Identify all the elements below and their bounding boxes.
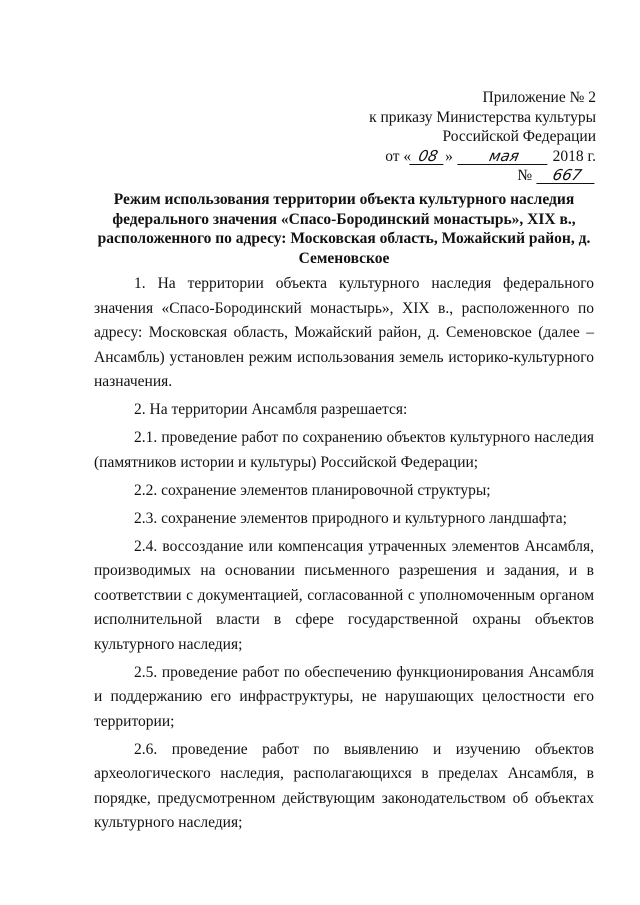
- paragraph-2-1: 2.1. проведение работ по сохранению объектов культурного наследия (памятников истории и культуры) Российской Федерации;: [94, 429, 594, 471]
- paragraph-1: 1. На территории объекта культурного наследия федерального значения «Спасо-Бородинский монастырь», XIX в., расположенного по адресу: Московская область, Можайский район, д. Семеновское (далее – Ансамбль) установлен режим использования земель историко-культурного назначения.: [94, 275, 594, 390]
- appendix-header: [336, 88, 596, 186]
- number-prefix: №: [517, 167, 533, 184]
- paragraph-2-2: 2.2. сохранение элементов планировочной структуры;: [134, 481, 491, 499]
- paragraph-2-4: 2.4. воссоздание или компенсация утраченных элементов Ансамбля, производимых на основании письменного разрешения и задания, и в соответствии с документацией, согласованной с уполномоченным органом исполнительной власти в сфере государственной охраны объектов культурного наследия;: [94, 537, 594, 653]
- date-mid: »: [445, 147, 453, 165]
- handwritten-month: мая: [457, 149, 550, 165]
- handwritten-day: 08: [409, 149, 446, 165]
- paragraph-2-3: 2.3. сохранение элементов природного и культурного ландшафта;: [134, 509, 567, 527]
- order-number: [336, 166, 596, 186]
- handwritten-number: 667: [536, 168, 597, 184]
- document-title: Режим использования территории объекта культурного наследия федерального значения «Спасо-Бородинский монастырь», XIX в., расположенного по адресу: Московская область, Можайский район, д. Семеновское: [97, 191, 591, 267]
- paragraph-2: 2. На территории Ансамбля разрешается:: [134, 401, 408, 418]
- document-body: [94, 272, 594, 839]
- paragraph-2-5: 2.5. проведение работ по обеспечению функционирования Ансамбля и поддержанию его инфраструктуры, не нарушающих целостности его территории;: [94, 663, 594, 730]
- order-reference: к приказу Министерства культуры: [369, 108, 596, 126]
- paragraph-2-6: 2.6. проведение работ по выявлению и изучению объектов археологического наследия, располагающихся в пределах Ансамбля, в порядке, предусмотренном действующим законодательством об объектах культурного наследия;: [94, 740, 594, 831]
- order-date: [336, 147, 596, 167]
- date-prefix: от «: [385, 147, 412, 165]
- federation-name: Российской Федерации: [442, 128, 596, 145]
- appendix-number: Приложение № 2: [482, 89, 596, 106]
- date-year: 2018 г.: [552, 147, 596, 165]
